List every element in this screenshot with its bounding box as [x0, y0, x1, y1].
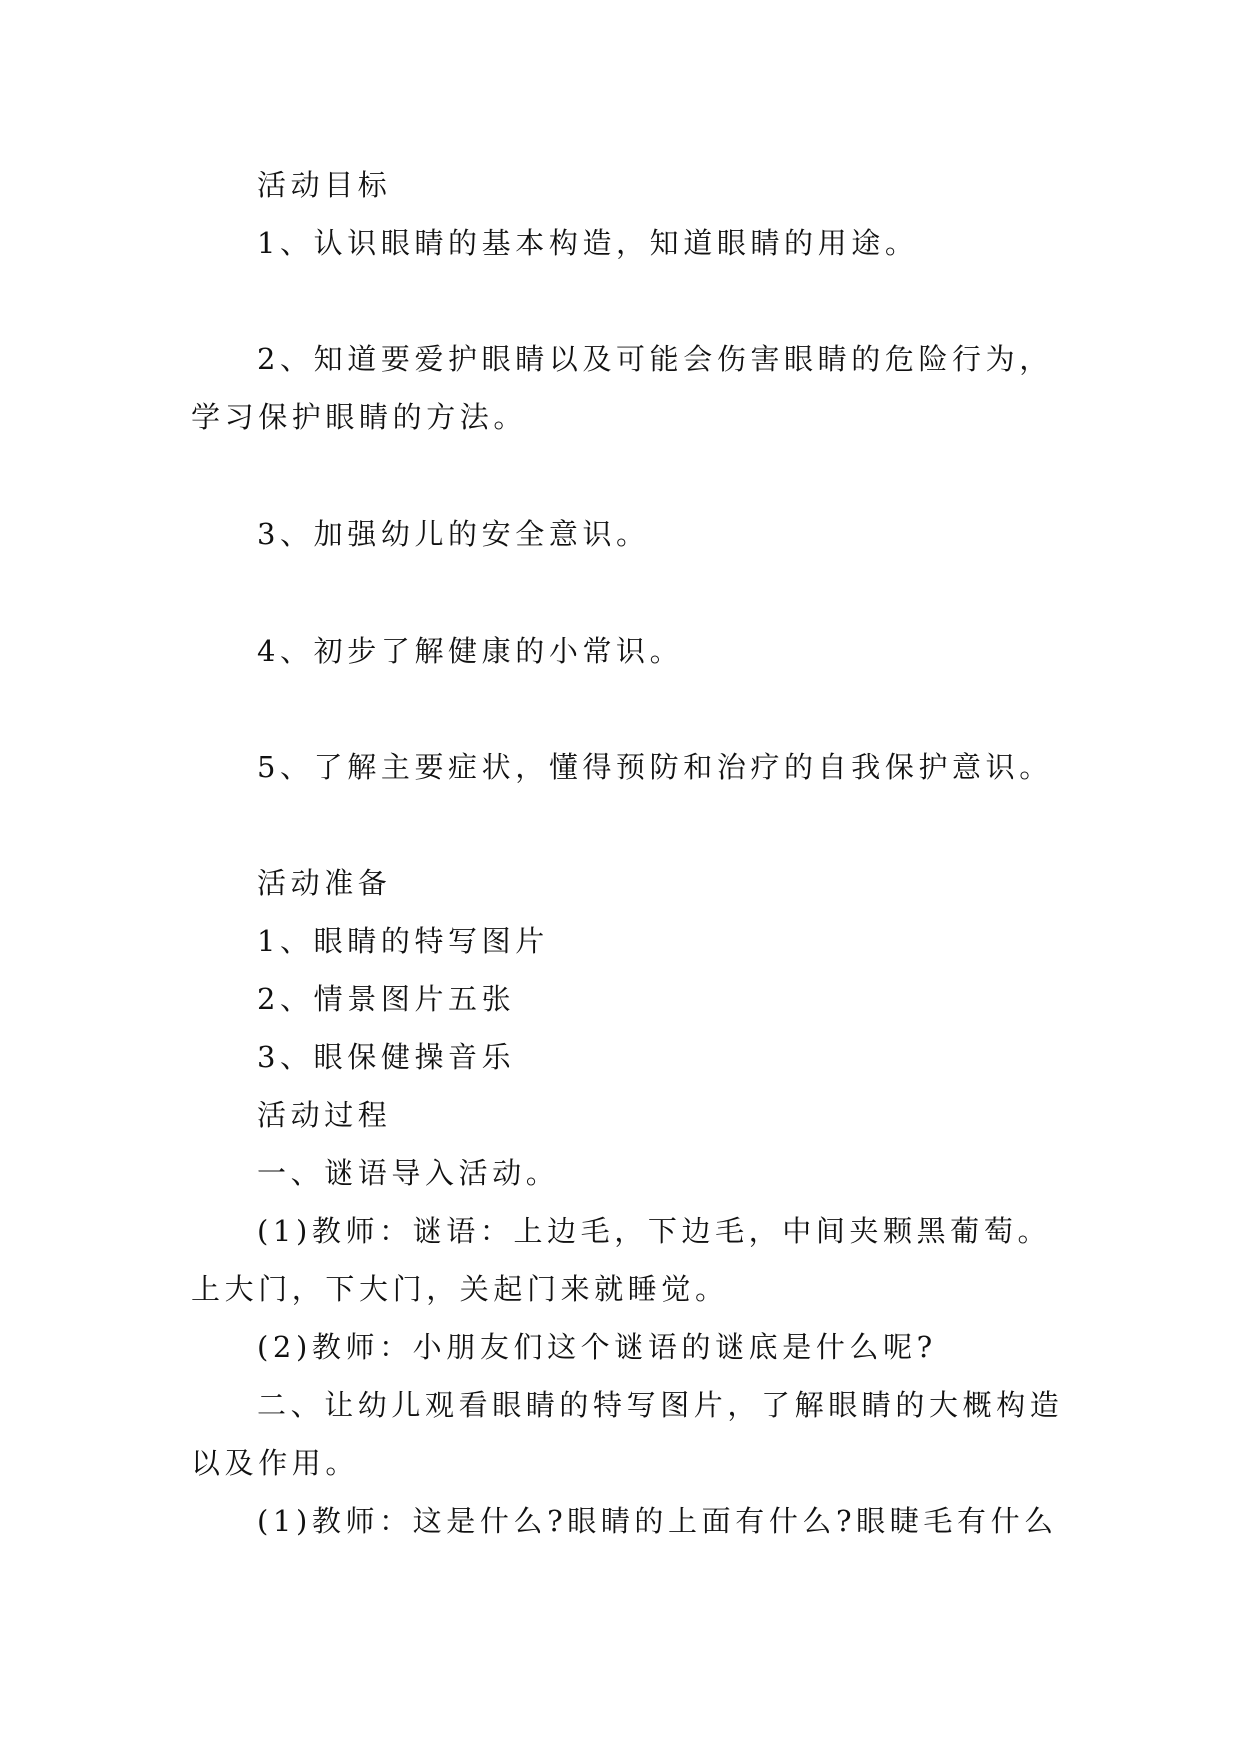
prep-item-1: 1、眼睛的特写图片: [257, 924, 549, 958]
process-heading: 活动过程: [257, 1098, 392, 1132]
process-step-1-a-line-1: (1)教师：谜语：上边毛，下边毛，中间夹颗黑葡萄。: [257, 1214, 1052, 1248]
prep-item-3: 3、眼保健操音乐: [257, 1040, 516, 1074]
process-step-2-a: (1)教师：这是什么?眼睛的上面有什么?眼睫毛有什么: [257, 1504, 1058, 1538]
goal-item-1: 1、认识眼睛的基本构造，知道眼睛的用途。: [257, 226, 919, 260]
prep-item-2: 2、情景图片五张: [257, 982, 516, 1016]
goal-item-2-line-1: 2、知道要爱护眼睛以及可能会伤害眼睛的危险行为，: [257, 342, 1053, 376]
process-step-1: 一、谜语导入活动。: [257, 1156, 560, 1190]
goal-item-5: 5、了解主要症状，懂得预防和治疗的自我保护意识。: [257, 750, 1053, 784]
process-step-2-line-2: 以及作用。: [191, 1446, 360, 1480]
goal-item-4: 4、初步了解健康的小常识。: [257, 634, 684, 668]
process-step-1-a-line-2: 上大门，下大门，关起门来就睡觉。: [191, 1272, 729, 1306]
goal-item-3: 3、加强幼儿的安全意识。: [257, 517, 650, 551]
prep-heading: 活动准备: [257, 866, 392, 900]
goal-item-2-line-2: 学习保护眼睛的方法。: [191, 400, 528, 434]
process-step-1-b: (2)教师：小朋友们这个谜语的谜底是什么呢?: [257, 1330, 937, 1364]
process-step-2-line-1: 二、让幼儿观看眼睛的特写图片，了解眼睛的大概构造: [257, 1388, 1064, 1422]
goals-heading: 活动目标: [257, 168, 392, 202]
